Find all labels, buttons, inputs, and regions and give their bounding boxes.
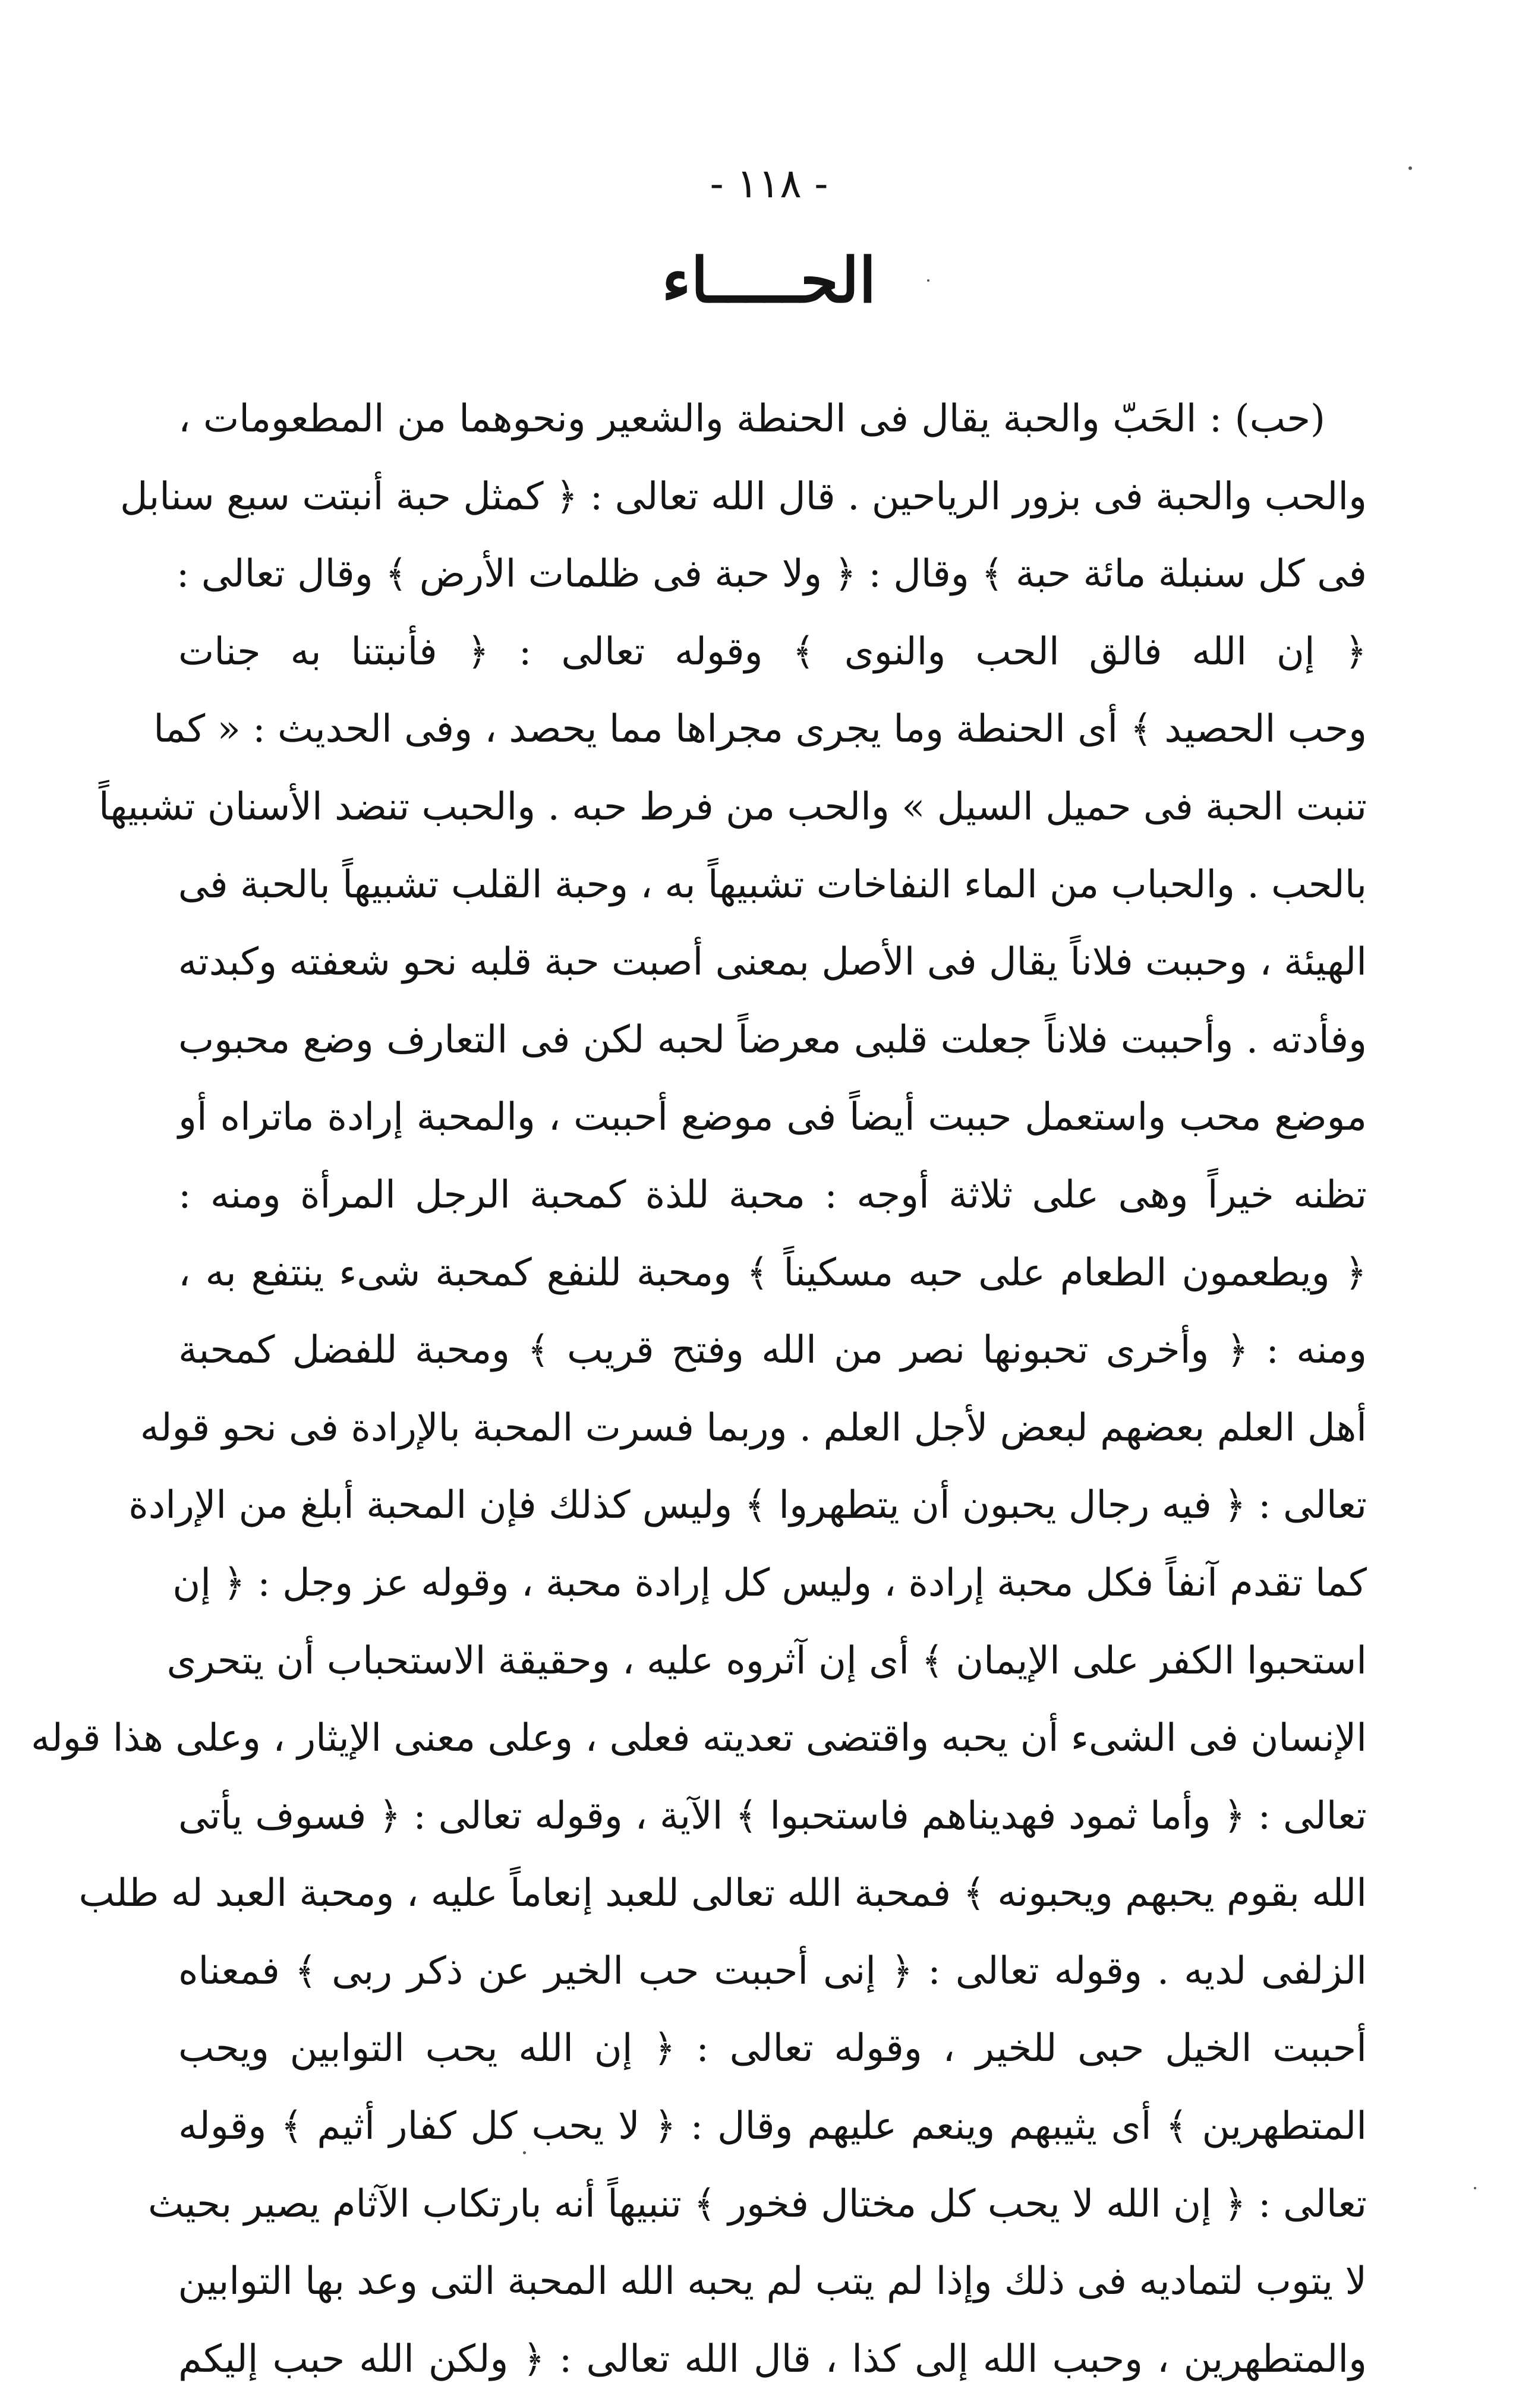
- text-line: الهيئة ، وحببت فلاناً يقال فى الأصل بمعنى أصبت حبة قلبه نحو شعفته وكبدته: [178, 940, 1367, 985]
- page-number: - ١١٨ -: [710, 160, 828, 207]
- scan-speck: [927, 279, 929, 282]
- text-line: بالحب . والحباب من الماء النفاخات تشبيهاً به ، وحبة القلب تشبيهاً بالحبة فى: [178, 862, 1367, 907]
- text-line: موضع محب واستعمل حببت أيضاً فى موضع أحببت ، والمحبة إرادة ماتراه أو: [178, 1095, 1367, 1140]
- text-line: وفأدته . وأحببت فلاناً جعلت قلبى معرضاً لحبه لكن فى التعارف وضع محبوب: [178, 1017, 1367, 1062]
- text-line: (حب) : الحَبّ والحبة يقال فى الحنطة والشعير ونحوهما من المطعومات ،: [178, 397, 1325, 441]
- section-title: [0, 244, 1538, 317]
- text-line: المتطهرين ﴾ أى يثيبهم وينعم عليهم وقال : ﴿ لا يحب كل كفار أثيم ﴾ وقوله: [178, 2104, 1367, 2149]
- text-line: الله بقوم يحبهم ويحبونه ﴾ فمحبة الله تعالى للعبد إنعاماً عليه ، ومحبة العبد له طلب: [78, 1871, 1367, 1916]
- text-line: كما تقدم آنفاً فكل محبة إرادة ، وليس كل إرادة محبة ، وقوله عز وجل : ﴿ إن: [172, 1561, 1367, 1605]
- text-line: استحبوا الكفر على الإيمان ﴾ أى إن آثروه عليه ، وحقيقة الاستحباب أن يتحرى: [166, 1638, 1367, 1683]
- text-line: أهل العلم بعضهم لبعض لأجل العلم . وربما فسرت المحبة بالإرادة فى نحو قوله: [140, 1405, 1367, 1450]
- text-line: لا يتوب لتماديه فى ذلك وإذا لم يتب لم يحبه الله المحبة التى وعد بها التوابين: [178, 2259, 1367, 2304]
- text-line: أحببت الخيل حبى للخير ، وقوله تعالى : ﴿ إن الله يحب التوابين ويحب: [178, 2026, 1367, 2071]
- text-line: والمتطهرين ، وحبب الله إلى كذا ، قال الله تعالى : ﴿ ولكن الله حبب إليكم: [178, 2337, 1367, 2381]
- text-line: تعالى : ﴿ فيه رجال يحبون أن يتطهروا ﴾ وليس كذلك فإن المحبة أبلغ من الإرادة: [128, 1483, 1367, 1528]
- scan-speck: [1474, 2187, 1476, 2189]
- entry-body: [30, 380, 1367, 2398]
- text-line: تعالى : ﴿ وأما ثمود فهديناهم فاستحبوا ﴾ الآية ، وقوله تعالى : ﴿ فسوف يأتى: [178, 1794, 1367, 1838]
- section-title-text: الحـــــاء: [661, 244, 877, 317]
- text-line: ﴿ ويطعمون الطعام على حبه مسكيناً ﴾ ومحبة للنفع كمحبة شىء ينتفع به ،: [178, 1250, 1367, 1295]
- scan-speck: [523, 2151, 526, 2154]
- scan-speck: [1408, 166, 1412, 170]
- text-line: فى كل سنبلة مائة حبة ﴾ وقال : ﴿ ولا حبة فى ظلمات الأرض ﴾ وقال تعالى :: [176, 552, 1367, 597]
- text-line: ومنه : ﴿ وأخرى تحبونها نصر من الله وفتح قريب ﴾ ومحبة للفضل كمحبة: [178, 1328, 1367, 1373]
- text-line: الإنسان فى الشىء أن يحبه واقتضى تعديته فعلى ، وعلى معنى الإيثار ، وعلى هذا قوله: [30, 1716, 1367, 1761]
- text-line: ﴿ إن الله فالق الحب والنوى ﴾ وقوله تعالى : ﴿ فأنبتنا به جنات: [178, 629, 1367, 674]
- text-line: تعالى : ﴿ إن الله لا يحب كل مختال فخور ﴾ تنبيهاً أنه بارتكاب الآثام يصير بحيث: [147, 2182, 1367, 2226]
- text-line: تظنه خيراً وهى على ثلاثة أوجه : محبة للذة كمحبة الرجل المرأة ومنه :: [178, 1173, 1367, 1217]
- text-line: والحب والحبة فى بزور الرياحين . قال الله تعالى : ﴿ كمثل حبة أنبتت سبع سنابل: [119, 474, 1367, 519]
- text-line: وحب الحصيد ﴾ أى الحنطة وما يجرى مجراها مما يحصد ، وفى الحديث : « كما: [153, 707, 1367, 752]
- text-line: تنبت الحبة فى حميل السيل » والحب من فرط حبه . والحبب تنضد الأسنان تشبيهاً: [99, 784, 1367, 829]
- text-line: الزلفى لديه . وقوله تعالى : ﴿ إنى أحببت حب الخير عن ذكر ربى ﴾ فمعناه: [178, 1949, 1367, 1993]
